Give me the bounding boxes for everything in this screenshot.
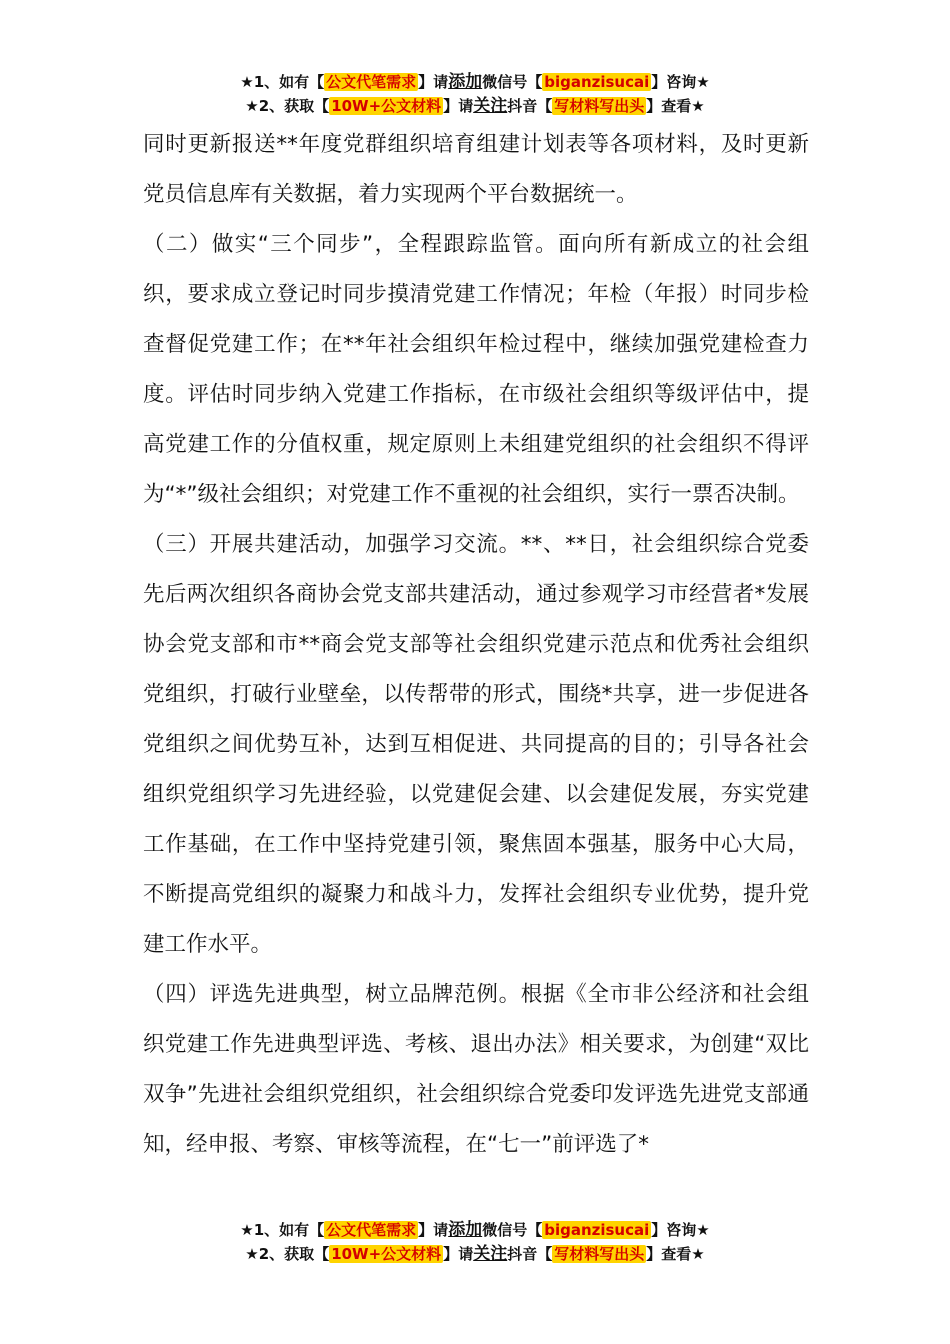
banner-highlight: biganzisucai [544,1221,650,1239]
banner-line-2 [0,1242,950,1266]
banner-highlight: 写材料写出头 [554,1245,645,1263]
banner-text: 】咨询★ [651,1221,710,1239]
banner-highlight: biganzisucai [544,73,650,91]
banner-text: 】请 [418,1221,449,1239]
banner-text: 】请 [443,97,474,115]
banner-text: 】咨询★ [651,73,710,91]
banner-text: 抖音【 [507,97,553,115]
banner-highlight: 公文代笔需求 [326,1221,417,1239]
banner-highlight: 写材料写出头 [554,97,645,115]
banner-emphasis: 添加 [448,72,483,92]
paragraph: （四）评选先进典型，树立品牌范例。根据《全市非公经济和社会组织党建工作先进典型评选、考核、退出办法》相关要求，为创建“双比双争”先进社会组织党组织，社会组织综合党委印发评选先进党支部通知，经申报、考察、审核等流程，在“七一”前评选了* [143,982,809,1157]
banner-highlight: 10W+公文材料 [331,1245,442,1263]
banner-text: ★1、如有【 [240,1221,325,1239]
banner-text: ★2、获取【 [245,97,330,115]
banner-line-2 [0,94,950,118]
banner-text: ★2、获取【 [245,1245,330,1263]
banner-text: 】查看★ [646,97,705,115]
banner-text: 微信号【 [482,1221,543,1239]
banner-highlight: 10W+公文材料 [331,97,442,115]
banner-text: ★1、如有【 [240,73,325,91]
banner-emphasis: 关注 [473,1244,508,1264]
banner-highlight: 公文代笔需求 [326,73,417,91]
banner-text: 】查看★ [646,1245,705,1263]
banner-text: 微信号【 [482,73,543,91]
banner-line-1 [0,70,950,94]
banner-emphasis: 关注 [473,96,508,116]
banner-text: 】请 [443,1245,474,1263]
header-banner [0,70,950,118]
paragraph: （三）开展共建活动，加强学习交流。**、**日，社会组织综合党委先后两次组织各商协会党支部共建活动，通过参观学习市经营者*发展协会党支部和市**商会党支部等社会组织党建示范点和优秀社会组织党组织，打破行业壁垒，以传帮带的形式，围绕*共享，进一步促进各党组织之间优势互补，达到互相促进、共同提高的目的；引导各社会组织党组织学习先进经验，以党建促会建、以会建促发展，夯实党建工作基础，在工作中坚持党建引领，聚焦固本强基，服务中心大局，不断提高党组织的凝聚力和战斗力，发挥社会组织专业优势，提升党建工作水平。 [143,532,809,957]
banner-text: 抖音【 [507,1245,553,1263]
banner-emphasis: 添加 [448,1220,483,1240]
footer-banner [0,1218,950,1266]
paragraph: （二）做实“三个同步”，全程跟踪监管。面向所有新成立的社会组织，要求成立登记时同步摸清党建工作情况；年检（年报）时同步检查督促党建工作；在**年社会组织年检过程中，继续加强党建检查力度。评估时同步纳入党建工作指标，在市级社会组织等级评估中，提高党建工作的分值权重，规定原则上未组建党组织的社会组织不得评为“*”级社会组织；对党建工作不重视的社会组织，实行一票否决制。 [143,232,809,507]
document-body [143,120,809,1170]
banner-text: 】请 [418,73,449,91]
paragraph: 同时更新报送**年度党群组织培育组建计划表等各项材料，及时更新党员信息库有关数据，着力实现两个平台数据统一。 [143,132,809,207]
banner-line-1 [0,1218,950,1242]
